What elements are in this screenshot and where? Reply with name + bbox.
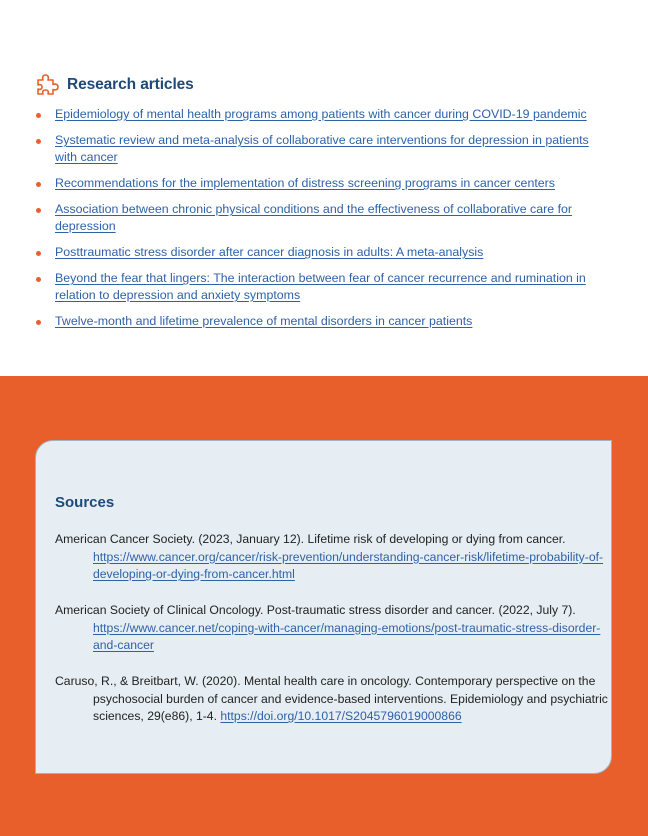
list-item [36,106,611,123]
bullet-icon [36,139,41,144]
bullet-icon [36,182,41,187]
bullet-icon [36,251,41,256]
source-reference [55,531,623,584]
list-item [36,132,611,166]
article-link[interactable]: Association between chronic physical conditions and the effectiveness of collaborative care for depression [55,202,573,233]
list-item [36,270,611,304]
article-link[interactable]: Systematic review and meta-analysis of collaborative care interventions for depression in patients with cancer [55,133,589,164]
bullet-icon [36,208,41,213]
research-articles-list [36,106,611,339]
reference-text: American Cancer Society. (2023, January 12). Lifetime risk of developing or dying from cancer. [55,532,566,546]
sources-card [35,440,612,774]
reference-text: Caruso, R., & Breitbart, W. (2020). Mental health care in oncology. Contemporary perspective on the psychosocial burden of cancer and evidence-based interventions. Epidemiology and psychiatric sciences, 29(e86), 1-4. [55,674,608,723]
article-link[interactable]: Epidemiology of mental health programs among patients with cancer during COVID-19 pandemic [55,107,587,121]
reference-link[interactable]: https://www.cancer.org/cancer/risk-prevention/understanding-cancer-risk/lifetime-probability-of-developing-or-dying-from-cancer.html [93,549,604,581]
puzzle-piece-icon [35,72,59,98]
article-link[interactable]: Posttraumatic stress disorder after cancer diagnosis in adults: A meta-analysis [55,245,484,259]
list-item [36,244,611,261]
list-item [36,201,611,235]
source-reference [55,602,623,655]
bullet-icon [36,277,41,282]
sources-title: Sources [55,494,115,511]
list-item [36,313,611,330]
article-link[interactable]: Beyond the fear that lingers: The interaction between fear of cancer recurrence and rumination in relation to depression and anxiety symptoms [55,271,586,302]
source-reference [55,673,623,726]
section-title: Research articles [67,76,194,93]
bullet-icon [36,113,41,118]
article-link[interactable]: Twelve-month and lifetime prevalence of mental disorders in cancer patients [55,314,473,328]
research-articles-header [35,72,194,98]
bullet-icon [36,320,41,325]
reference-link[interactable]: https://doi.org/10.1017/S2045796019000866 [220,709,462,723]
article-link[interactable]: Recommendations for the implementation of distress screening programs in cancer centers [55,176,555,190]
reference-text: American Society of Clinical Oncology. Post-traumatic stress disorder and cancer. (2022, July 7). [55,603,576,617]
list-item [36,175,611,192]
reference-link[interactable]: https://www.cancer.net/coping-with-cancer/managing-emotions/post-traumatic-stress-disorder-and-cancer [93,620,601,652]
